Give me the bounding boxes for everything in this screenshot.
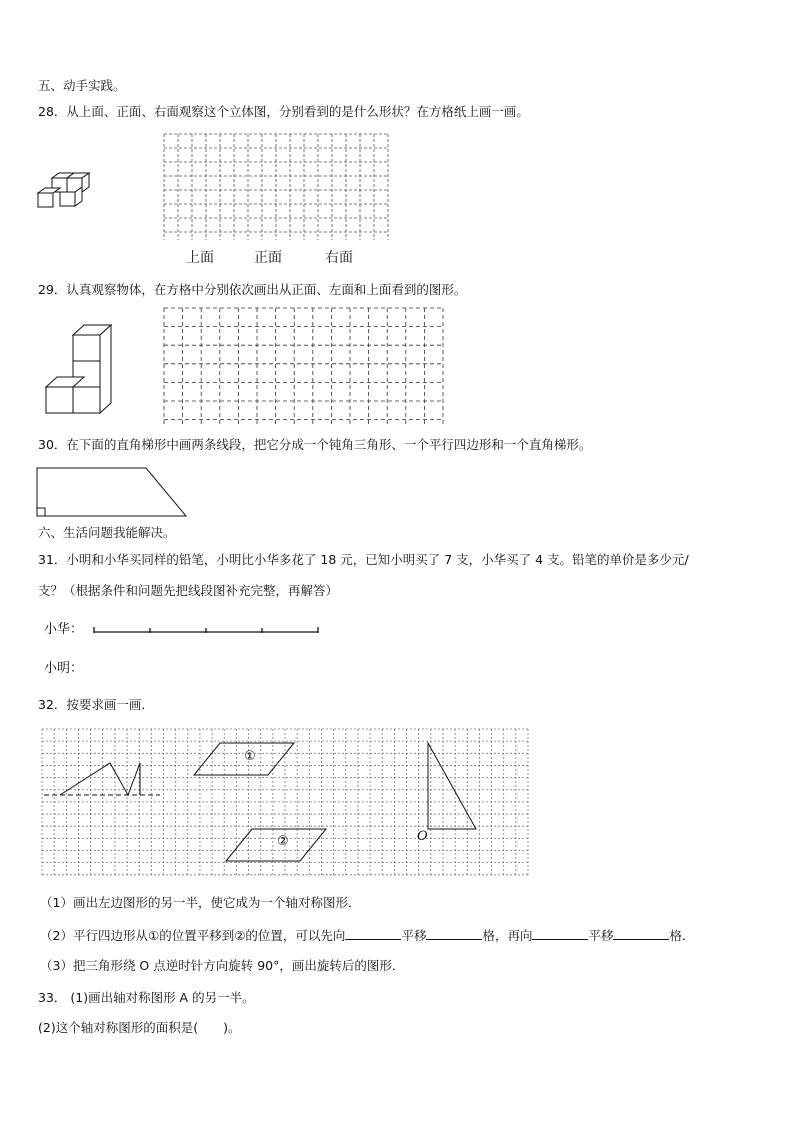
sub2-part-g: 格．	[669, 928, 695, 943]
label-top-view: 上面	[186, 250, 214, 266]
direction-blank-2[interactable]	[532, 927, 588, 940]
question-30-text: 30．在下面的直角梯形中画两条线段，把它分成一个钝角三角形、一个平行四边形和一个直角梯形。	[38, 437, 592, 452]
label-xiaoming: 小明：	[44, 661, 84, 676]
grid-paper-29	[164, 308, 446, 428]
steps-blank-2[interactable]	[613, 927, 669, 940]
cube-figure-28	[34, 172, 94, 222]
circle-2-label: ②	[234, 928, 246, 943]
xiaohua-segment-diagram	[92, 624, 320, 636]
direction-blank-1[interactable]	[345, 927, 401, 940]
label-right-view: 右面	[325, 250, 353, 266]
cube-figure-29	[44, 322, 114, 416]
parallelogram-1-label: ①	[244, 749, 256, 764]
sub2-part-e: 格，再向	[482, 928, 533, 943]
label-xiaohua: 小华：	[44, 622, 84, 637]
grid-figure-32	[42, 729, 530, 879]
sub2-part-f: 平移	[588, 928, 614, 943]
question-32-sub3: （3）把三角形绕 O 点逆时针方向旋转 90°，画出旋转后的图形．	[40, 958, 405, 973]
circle-1-label: ①	[147, 928, 160, 943]
steps-blank-1[interactable]	[426, 927, 482, 940]
section-six-heading: 六、生活问题我能解决。	[38, 525, 176, 540]
question-32-sub2	[40, 927, 695, 944]
question-28-text: 28．从上面、正面、右面观察这个立体图，分别看到的是什么形状？在方格纸上画一画。	[38, 104, 529, 119]
grid-paper-28	[164, 134, 390, 242]
question-32-sub1: （1）画出左边图形的另一半，使它成为一个轴对称图形．	[40, 895, 361, 910]
point-o-label: O	[417, 829, 428, 844]
question-32-text: 32．按要求画一画．	[38, 697, 154, 712]
right-trapezoid-figure	[36, 467, 188, 519]
question-33-line1: 33． (1)画出轴对称图形 A 的另一半。	[38, 990, 255, 1005]
question-31-line2: 支？（根据条件和问题先把线段图补充完整，再解答）	[38, 583, 339, 598]
sub2-part-c: 的位置，可以先向	[245, 928, 346, 943]
parallelogram-2-label: ②	[277, 834, 289, 849]
sub2-part-d: 平移	[401, 928, 427, 943]
question-31-line1: 31．小明和小华买同样的铅笔，小明比小华多花了 18 元，已知小明买了 7 支，小华买了 4 支。铅笔的单价是多少元/	[38, 552, 689, 567]
question-29-text: 29．认真观察物体，在方格中分别依次画出从正面、左面和上面看到的图形。	[38, 282, 467, 297]
question-33-line2: (2)这个轴对称图形的面积是( )。	[38, 1020, 241, 1035]
sub2-part-b: 的位置平移到	[159, 928, 235, 943]
section-five-heading: 五、动手实践。	[38, 78, 126, 93]
sub2-part-a: （2）平行四边形从	[40, 928, 148, 943]
label-front-view: 正面	[254, 250, 282, 266]
